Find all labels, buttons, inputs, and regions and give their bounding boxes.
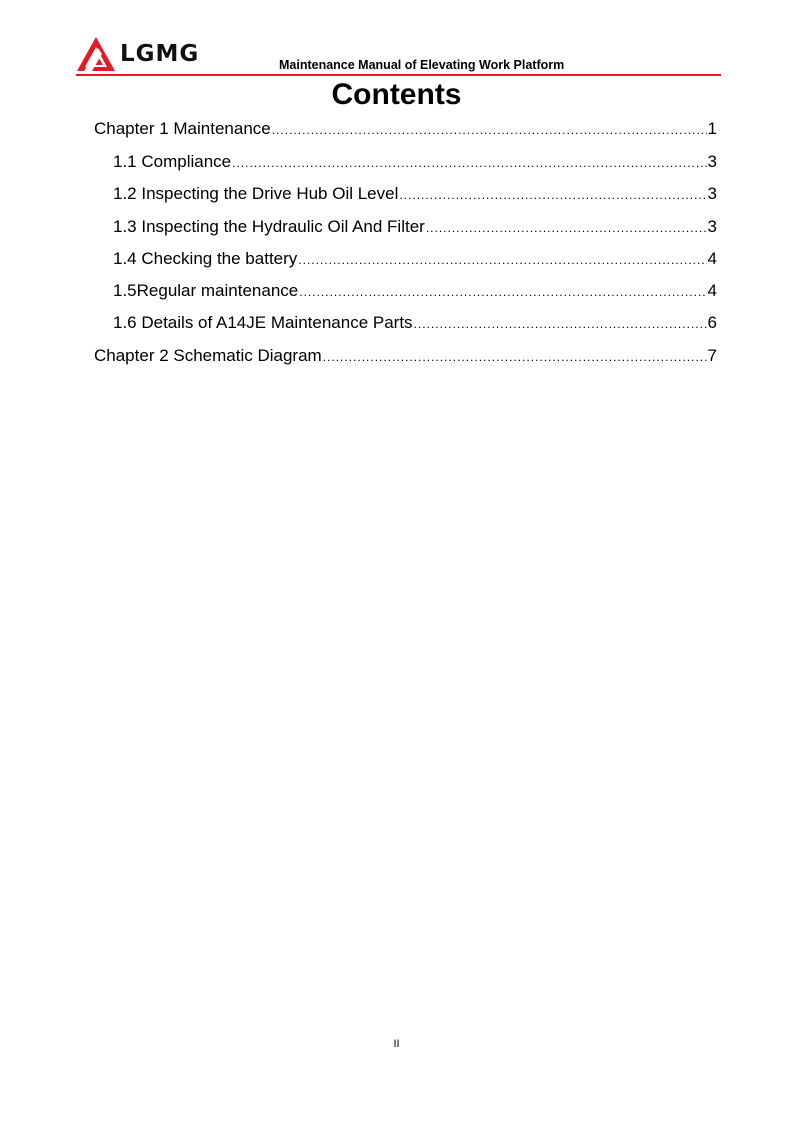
toc-entry-label: 1.3 Inspecting the Hydraulic Oil And Filter — [113, 217, 425, 236]
toc-dot-leader — [298, 247, 706, 273]
toc-page-number: 4 — [707, 249, 717, 268]
toc-entry-1-2[interactable] — [113, 181, 717, 208]
toc-dot-leader — [399, 182, 706, 208]
toc-entry-label: 1.1 Compliance — [113, 152, 232, 171]
lgmg-logo — [76, 36, 216, 72]
toc-page-number: 3 — [707, 152, 717, 171]
logo-wordmark: LGMG — [120, 41, 200, 67]
toc-page-number: 1 — [707, 119, 717, 138]
lgmg-logo-mark-icon — [76, 36, 116, 72]
toc-entry-label: 1.4 Checking the battery — [113, 249, 298, 268]
toc-entry-label: Chapter 2 Schematic Diagram — [94, 346, 322, 365]
toc-page-number: 6 — [707, 313, 717, 332]
toc-entry-1-4[interactable] — [113, 246, 717, 273]
toc-dot-leader — [272, 117, 707, 143]
toc-entry-label: Chapter 1 Maintenance — [94, 119, 271, 138]
toc-page-number: 7 — [707, 346, 717, 365]
toc-dot-leader — [299, 279, 706, 305]
toc-dot-leader — [323, 344, 707, 370]
toc-entry-label: 1.6 Details of A14JE Maintenance Parts — [113, 313, 413, 332]
contents-heading: Contents — [331, 78, 462, 111]
toc-entry-label: 1.2 Inspecting the Drive Hub Oil Level — [113, 184, 399, 203]
toc-dot-leader — [232, 150, 706, 176]
page-header — [76, 34, 721, 78]
page-footer-number: II — [393, 1038, 400, 1050]
toc-entry-chapter-2[interactable] — [94, 343, 717, 370]
manual-title: Maintenance Manual of Elevating Work Platform — [279, 58, 565, 72]
toc-page-number: 4 — [707, 281, 717, 300]
toc-entry-1-1[interactable] — [113, 149, 717, 176]
toc-entry-1-6[interactable] — [113, 310, 717, 337]
toc-dot-leader — [426, 215, 707, 241]
toc-entry-1-5[interactable] — [113, 278, 717, 305]
toc-entry-1-3[interactable] — [113, 214, 717, 241]
toc-dot-leader — [414, 311, 707, 337]
toc-entry-label: 1.5Regular maintenance — [113, 281, 299, 300]
toc-page-number: 3 — [707, 184, 717, 203]
toc-entry-chapter-1[interactable] — [94, 116, 717, 143]
toc-page-number: 3 — [707, 217, 717, 236]
